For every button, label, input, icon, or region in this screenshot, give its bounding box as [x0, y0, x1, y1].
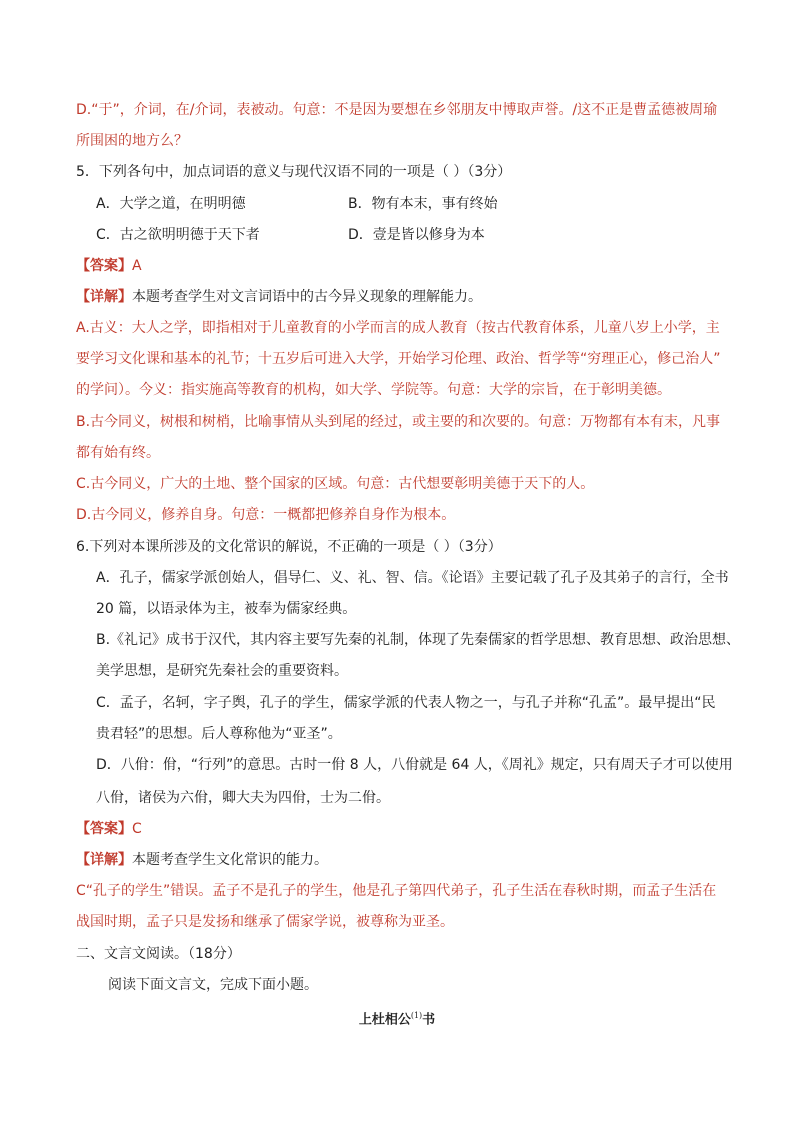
passage-title-note: (1) [410, 1011, 423, 1020]
answer-value: C [132, 821, 142, 837]
q6-d-line1: D．八佾：佾，“行列”的意思。古时一佾 8 人，八佾就是 64 人，《周礼》规定，只有周天子才可以使用 [96, 757, 733, 773]
q5-c-line: C.古今同义，广大的土地、整个国家的区域。句意：古代想要彰明美德于天下的人。 [76, 476, 595, 492]
q5-stem: 5．下列各句中，加点词语的意义与现代汉语不同的一项是（ ）（3分） [76, 164, 512, 180]
q5-option-a: A．大学之道，在明明德 [96, 196, 246, 212]
q5-b-line2: 都有始有终。 [76, 445, 160, 461]
answer-label: 【答案】 [76, 821, 132, 837]
detail-text: 本题考查学生对文言词语中的古今异义现象的理解能力。 [132, 289, 482, 305]
q5-a-line2: 要学习文化课和基本的礼节；十五岁后可进入大学，开始学习伦理、政治、哲学等“穷理正心，修己治人” [76, 351, 721, 367]
q6-a-line1: A．孔子，儒家学派创始人，倡导仁、义、礼、智、信。《论语》主要记载了孔子及其弟子的言行，全书 [96, 570, 729, 586]
q6-b-line1: B.《礼记》成书于汉代，其内容主要写先秦的礼制，体现了先秦儒家的哲学思想、教育思想、政治思想、 [96, 632, 741, 648]
section2-heading: 二、文言文阅读。（18分） [76, 946, 241, 962]
q4-d-line2: 所围困的地方么？ [76, 133, 188, 149]
q6-c-line1: C．孟子，名轲，字子舆，孔子的学生，儒家学派的代表人物之一，与孔子并称“孔孟”。最早提出“民 [96, 695, 716, 711]
answer-label: 【答案】 [76, 258, 132, 274]
passage-title-main: 上杜相公 [358, 1012, 411, 1028]
q5-option-d: D．壹是皆以修身为本 [348, 227, 485, 243]
q5-b-line1: B.古今同义，树根和树梢，比喻事情从头到尾的经过，或主要的和次要的。句意：万物都有本有末，凡事 [76, 414, 721, 430]
q6-b-line2: 美学思想，是研究先秦社会的重要资料。 [96, 663, 348, 679]
answer-value: A [132, 258, 142, 274]
q5-d-line: D.古今同义，修养自身。句意：一概都把修养自身作为根本。 [76, 507, 456, 523]
section2-instruction: 阅读下面文言文，完成下面小题。 [108, 977, 318, 993]
q5-option-b: B．物有本末，事有终始 [348, 196, 498, 212]
q6-detail [76, 850, 328, 870]
detail-label: 【详解】 [76, 289, 132, 305]
q6-answer [76, 819, 142, 839]
q6-expl-line2: 战国时期，孟子只是发扬和继承了儒家学说，被尊称为亚圣。 [76, 914, 454, 930]
q6-a-line2: 20 篇，以语录体为主，被奉为儒家经典。 [96, 601, 357, 617]
passage-title [0, 1006, 794, 1030]
q6-c-line2: 贵君轻”的思想。后人尊称他为“亚圣”。 [96, 726, 342, 742]
q5-a-line3: 的学问）。今义：指实施高等教育的机构，如大学、学院等。句意：大学的宗旨，在于彰明美德。 [76, 382, 671, 398]
passage-title-end: 书 [422, 1012, 436, 1028]
q6-stem: 6.下列对本课所涉及的文化常识的解说，不正确的一项是（ ）（3分） [76, 539, 502, 555]
q6-expl-line1: C“孔子的学生”错误。孟子不是孔子的学生，他是孔子第四代弟子，孔子生活在春秋时期，而孟子生活在 [76, 883, 717, 899]
q5-answer [76, 256, 142, 276]
q5-detail [76, 287, 482, 307]
detail-text: 本题考查学生文化常识的能力。 [132, 852, 328, 868]
q5-a-line1: A.古义：大人之学，即指相对于儿童教育的小学而言的成人教育（按古代教育体系，儿童八岁上小学，主 [76, 320, 720, 336]
detail-label: 【详解】 [76, 852, 132, 868]
q6-d-line2: 八佾，诸侯为六佾，卿大夫为四佾，士为二佾。 [96, 790, 390, 806]
q5-option-c: C．古之欲明明德于天下者 [96, 227, 260, 243]
q4-d-line1: D.“于”，介词，在/介词，表被动。句意：不是因为要想在乡邻朋友中博取声誉。/这不正是曹孟德被周瑜 [76, 102, 718, 118]
